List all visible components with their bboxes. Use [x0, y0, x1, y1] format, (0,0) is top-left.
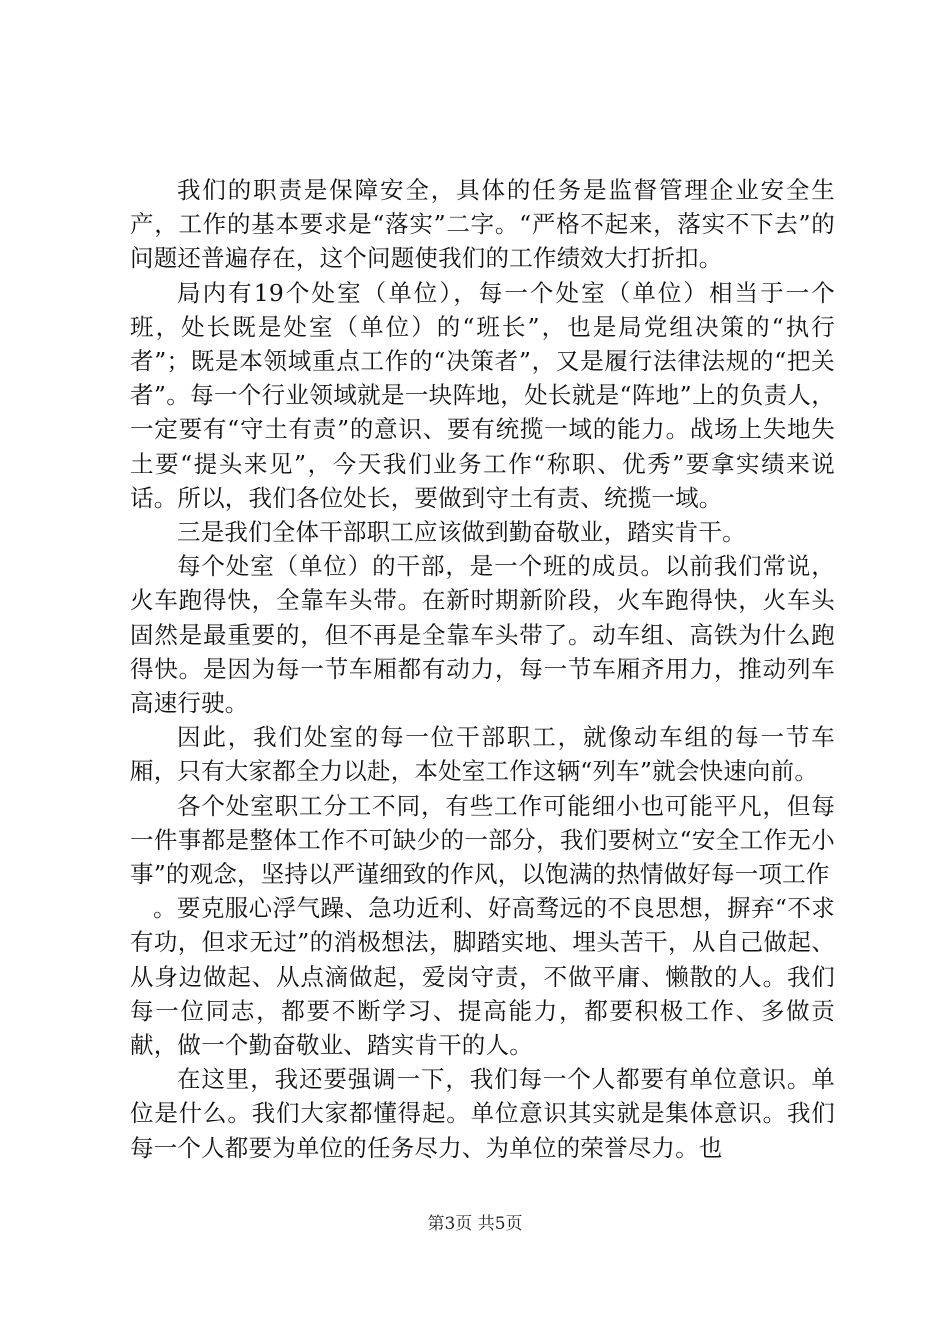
paragraph-point-three: 三是我们全体干部职工应该做到勤奋敬业，踏实肯干。	[177, 518, 746, 547]
paragraph-duty: 我们的职责是保障安全，具体的任务是监督管理企业安全生产，工作的基本要求是“落实”二字。“严格不起来，落实不下去”的问题还普遍存在，这个问题使我们的工作绩效大打折扣。	[130, 176, 835, 273]
document-body	[130, 173, 835, 1165]
paragraph-section-chiefs: 局内有19个处室（单位），每一个处室（单位）相当于一个班，处长既是处室（单位）的“班长”，也是局党组决策的“执行者”；既是本领域重点工作的“决策者”，又是履行法律法规的“把关者”。每一个行业领域就是一块阵地，处长就是“阵地”上的负责人，一定要有“守土有责”的意识、要有统揽一域的能力。战场上失地失土要“提头来见”，今天我们业务工作“称职、优秀”要拿实绩来说话。所以，我们各位处长，要做到守土有责、统揽一域。	[130, 278, 835, 512]
paragraph-division-of-labor: 各个处室职工分工不同，有些工作可能细小也可能平凡，但每一件事都是整体工作不可缺少的一部分，我们要树立“安全工作无小事”的观念，坚持以严谨细致的作风，以饱满的热情做好每一项工作	[130, 791, 835, 889]
paragraph-overcome: 。要克服心浮气躁、急功近利、好高骛远的不良思想，摒弃“不求有功，但求无过”的消极想法，脚踏实地、埋头苦干，从自己做起、从身边做起、从点滴做起，爱岗守责，不做平庸、懒散的人。我们每一位同志，都要不断学习、提高能力，都要积极工作、多做贡献，做一个勤奋敬业、踏实肯干的人。	[130, 894, 835, 1060]
paragraph-therefore: 因此，我们处室的每一位干部职工，就像动车组的每一节车厢，只有大家都全力以赴，本处室工作这辆“列车”就会快速向前。	[130, 723, 835, 786]
paragraph-unit-awareness: 在这里，我还要强调一下，我们每一个人都要有单位意识。单位是什么。我们大家都懂得起。单位意识其实就是集体意识。我们每一个人都要为单位的任务尽力、为单位的荣誉尽力。也	[130, 1065, 835, 1162]
page-number: 第3页 共5页	[427, 1214, 523, 1234]
paragraph-train-metaphor: 每个处室（单位）的干部，是一个班的成员。以前我们常说，火车跑得快，全靠车头带。在新时期新阶段，火车跑得快，火车头固然是最重要的，但不再是全靠车头带了。动车组、高铁为什么跑得快。是因为每一节车厢都有动力，每一节车厢齐用力，推动列车高速行驶。	[130, 552, 835, 718]
